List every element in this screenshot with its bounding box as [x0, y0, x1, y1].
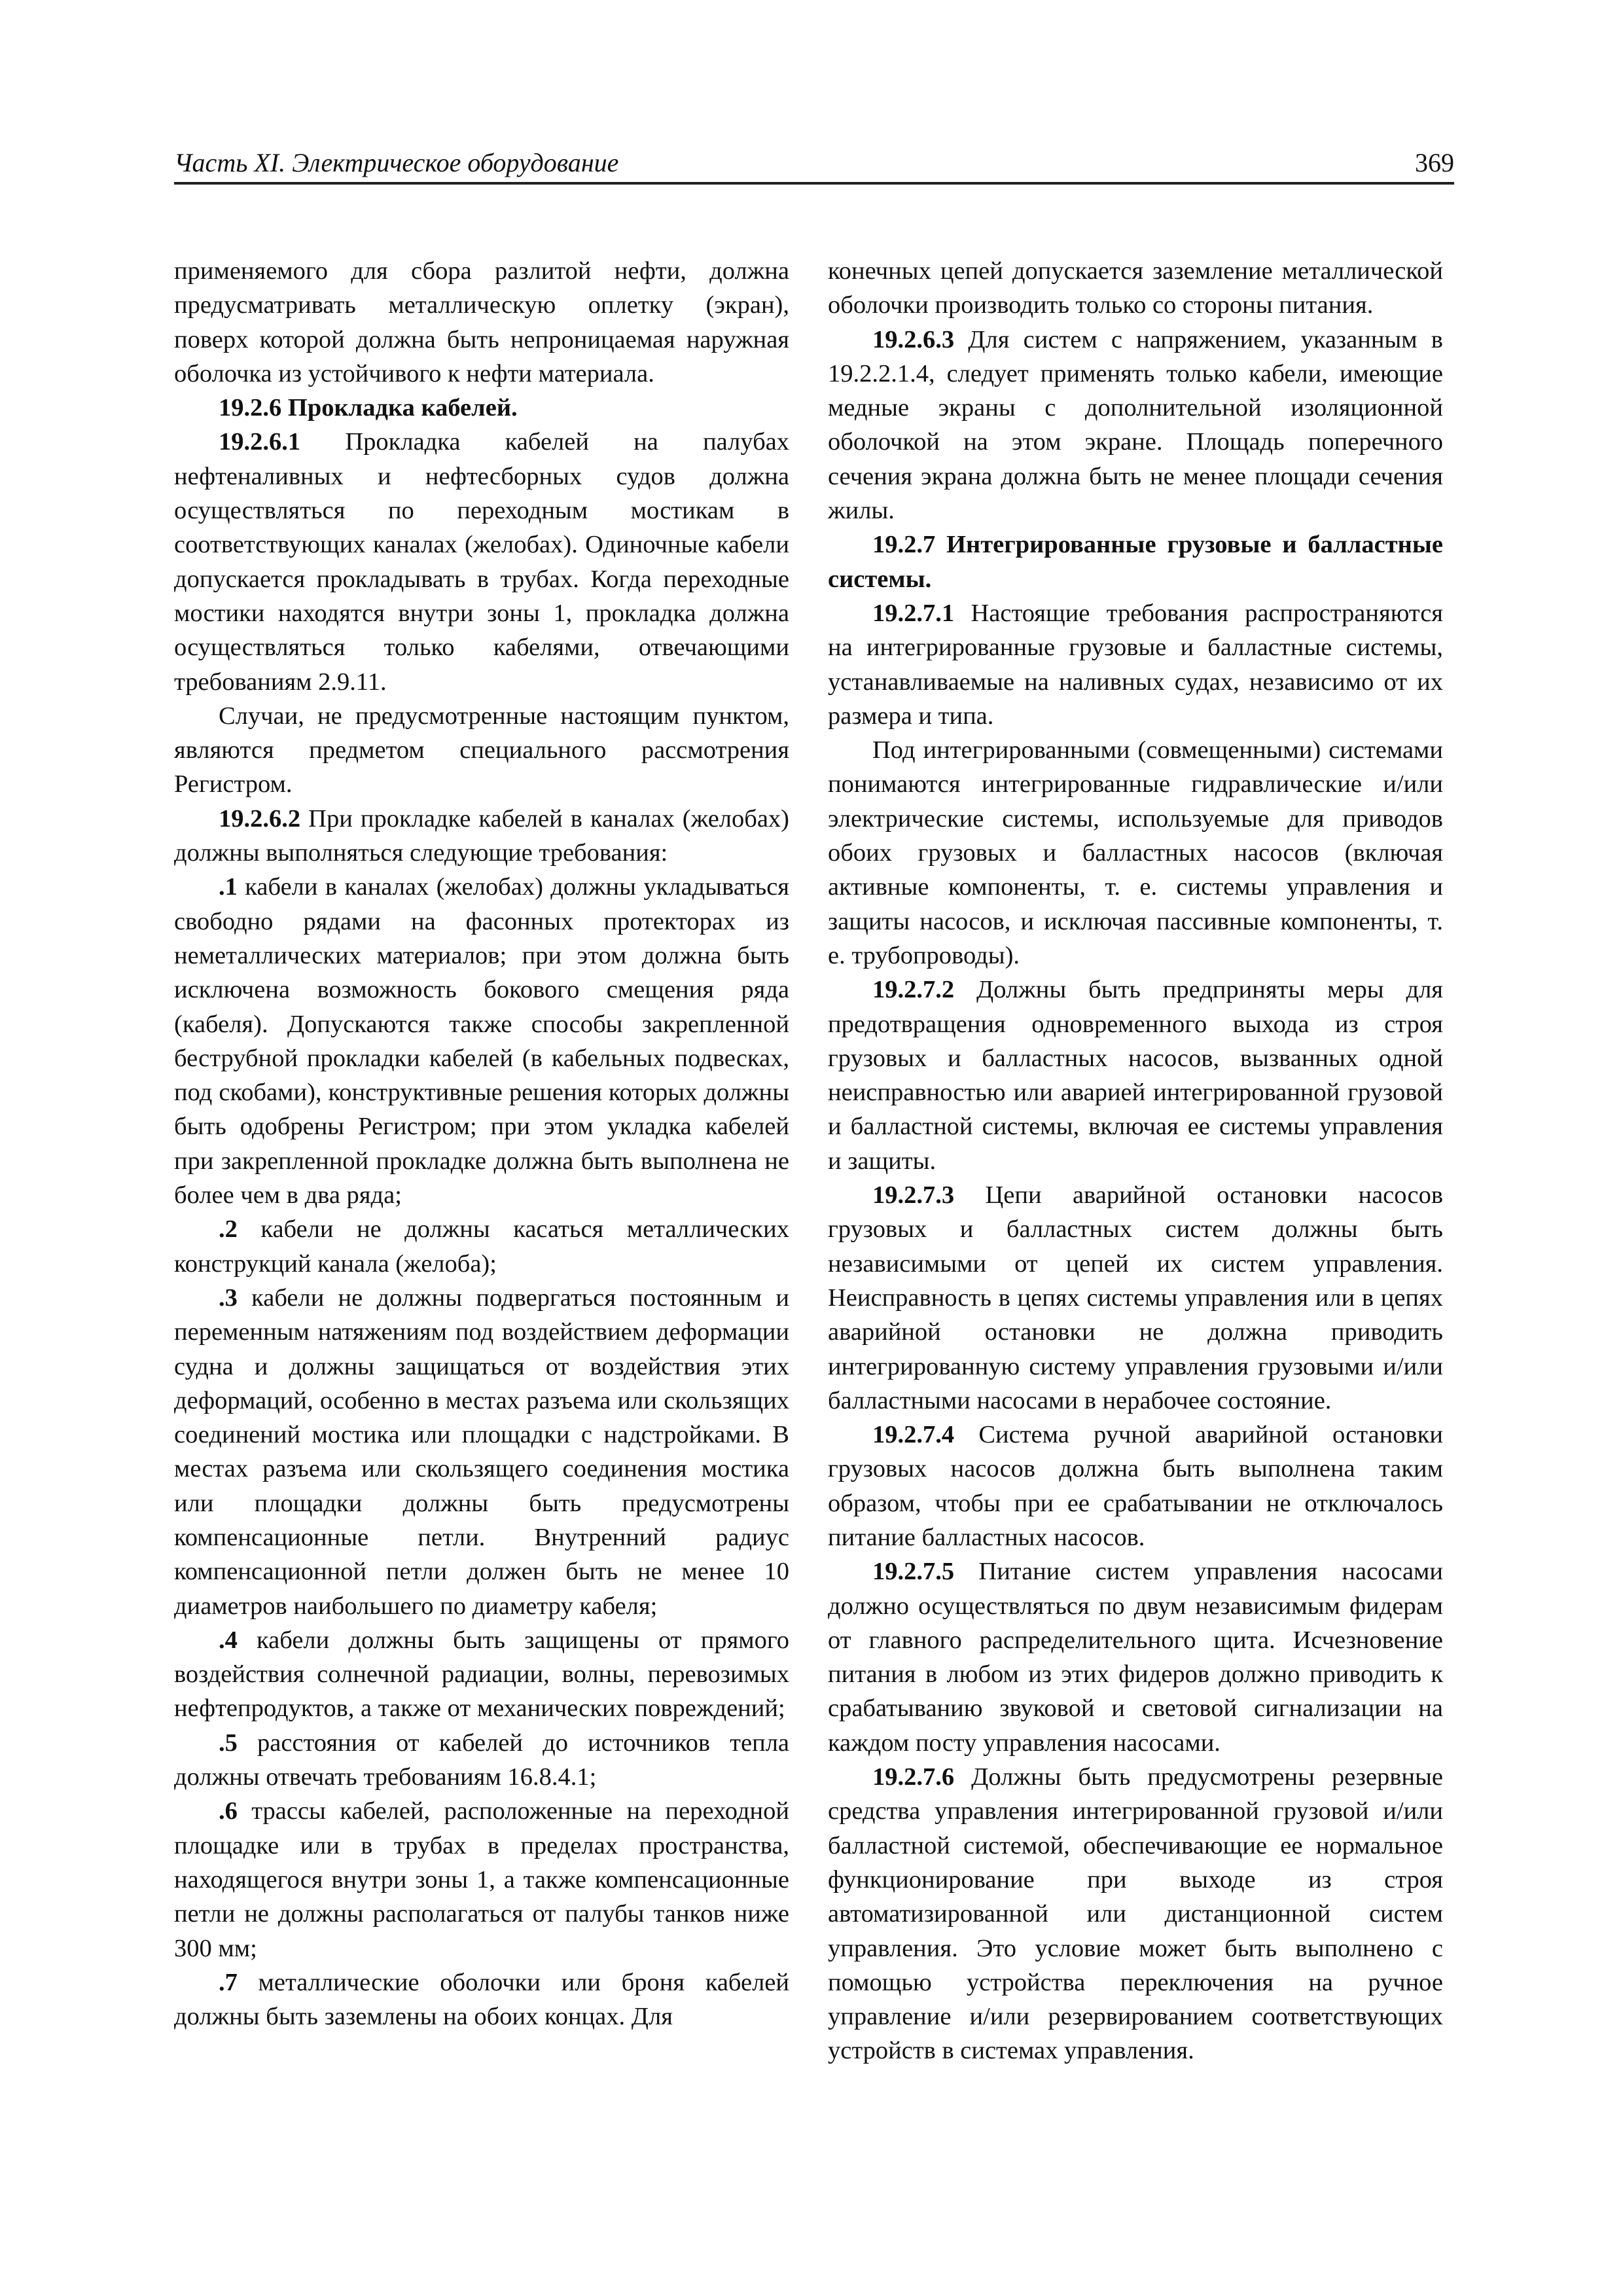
item-number: .4: [219, 1626, 238, 1654]
clause-number: 19.2.7.3: [872, 1181, 955, 1210]
item-number: .2: [219, 1215, 238, 1244]
paragraph-19-2-7-5: 19.2.7.5 Питание систем управления насосами должно осуществляться по двум независимым фидерам от главного распределительного щита. Исчезновение питания в любом из этих фидеров должно приводить к срабатыванию звуковой и световой сигнализации на каждом посту управления насосами.: [828, 1558, 1443, 1757]
paragraph-19-2-7-1: 19.2.7.1 Настоящие требования распространяются на интегрированные грузовые и балластные системы, устанавливаемые на наливных судах, независимо от их размера и типа.: [828, 599, 1443, 730]
header-title: Часть XI. Электрическое оборудование: [174, 148, 619, 177]
item-number: .7: [219, 1968, 238, 1996]
item-number: .5: [219, 1729, 238, 1757]
paragraph-19-2-7-2: 19.2.7.2 Должны быть предприняты меры для предотвращения одновременного выхода из строя грузовых и балластных насосов, вызванных одной неисправностью или аварией интегрированной грузовой и балластной системы, включая ее системы управления и защиты.: [828, 976, 1443, 1175]
page-header: [174, 145, 1454, 185]
paragraph-19-2-7-3: 19.2.7.3 Цепи аварийной остановки насосов грузовых и балластных систем должны быть независимыми от цепей их систем управления. Неисправность в цепях системы управления или в цепях аварийной остановки не должна приводить интегрированную систему управления грузовыми и/или балластными насосами в нерабочее состояние.: [828, 1181, 1443, 1414]
item-number: .6: [219, 1797, 238, 1825]
list-item-7: .7 металлические оболочки или броня кабелей должны быть заземлены на обоих концах. Для: [174, 1968, 789, 2031]
section-heading-19-2-6: 19.2.6 Прокладка кабелей.: [219, 394, 518, 422]
clause-number: 19.2.7.2: [872, 976, 955, 1004]
left-column: [174, 254, 789, 2034]
right-column: [828, 254, 1443, 2068]
section-heading-19-2-7: 19.2.7 Интегрированные грузовые и балластные системы.: [828, 531, 1443, 593]
clause-number: 19.2.7.1: [872, 599, 955, 627]
clause-number: 19.2.6.3: [872, 325, 955, 353]
list-item-5: .5 расстояния от кабелей до источников тепла должны отвечать требованиям 16.8.4.1;: [174, 1729, 789, 1791]
paragraph: конечных цепей допускается заземление металлической оболочки производить только со стороны питания.: [828, 257, 1443, 319]
item-number: .1: [219, 873, 238, 901]
list-item-3: .3 кабели не должны подвергаться постоянным и переменным натяжениям под воздействием деформации судна и должны защищаться от воздействия этих деформаций, особенно в местах разъема или скользящих соединений мостика или площадки с надстройками. В местах разъема или скользящего соединения мостика или площадки должны быть предусмотрены компенсационные петли. Внутренний радиус компенсационной петли должен быть не менее 10 диаметров наибольшего по диаметру кабеля;: [174, 1283, 789, 1620]
clause-number: 19.2.7.6: [872, 1763, 955, 1791]
list-item-4: .4 кабели должны быть защищены от прямого воздействия солнечной радиации, волны, перевозимых нефтепродуктов, а также от механических повреждений;: [174, 1626, 789, 1723]
clause-number: 19.2.6.2: [219, 804, 301, 833]
paragraph: применяемого для сбора разлитой нефти, должна предусматривать металлическую оплетку (экран), поверх которой должна быть непроницаемая наружная оболочка из устойчивого к нефти материала.: [174, 257, 789, 387]
clause-number: 19.2.7.5: [872, 1558, 955, 1586]
page-number: 369: [1415, 148, 1454, 177]
list-item-1: .1 кабели в каналах (желобах) должны укладываться свободно рядами на фасонных протекторах из неметаллических материалов; при этом должна быть исключена возможность бокового смещения ряда (кабеля). Допускаются также способы закрепленной беструбной прокладки кабелей (в кабельных подвесках, под скобами), конструктивные решения которых должны быть одобрены Регистром; при этом укладка кабелей при закрепленной прокладке должна быть выполнена не более чем в два ряда;: [174, 873, 789, 1210]
paragraph-19-2-6-1: 19.2.6.1 Прокладка кабелей на палубах нефтеналивных и нефтесборных судов должна осуществляться по переходным мостикам в соответствующих каналах (желобах). Одиночные кабели допускается прокладывать в трубах. Когда переходные мостики находятся внутри зоны 1, прокладка должна осуществляться только кабелями, отвечающими требованиям 2.9.11.: [174, 428, 789, 696]
paragraph-19-2-7-6: 19.2.7.6 Должны быть предусмотрены резервные средства управления интегрированной грузовой и/или балластной системой, обеспечивающие ее нормальное функционирование при выходе из строя автоматизированной или дистанционной систем управления. Это условие может быть выполнено с помощью устройства переключения на ручное управление и/или резервированием соответствующих устройств в системах управления.: [828, 1763, 1443, 2065]
paragraph-19-2-6-3: 19.2.6.3 Для систем с напряжением, указанным в 19.2.2.1.4, следует применять только кабели, имеющие медные экраны с дополнительной изоляционной оболочкой на этом экране. Площадь поперечного сечения экрана должна быть не менее площади сечения жилы.: [828, 325, 1443, 525]
paragraph: Случаи, не предусмотренные настоящим пунктом, являются предметом специального рассмотрения Регистром.: [174, 702, 789, 798]
paragraph-19-2-6-2: 19.2.6.2 При прокладке кабелей в каналах (желобах) должны выполняться следующие требования:: [174, 804, 789, 867]
paragraph-19-2-7-4: 19.2.7.4 Система ручной аварийной остановки грузовых насосов должна быть выполнена таким образом, чтобы при ее срабатывании не отключалось питание балластных насосов.: [828, 1421, 1443, 1551]
item-number: .3: [219, 1283, 238, 1312]
clause-number: 19.2.6.1: [219, 428, 301, 456]
list-item-6: .6 трассы кабелей, расположенные на переходной площадке или в трубах в пределах пространства, находящегося внутри зоны 1, а также компенсационные петли не должны располагаться от палубы танков ниже 300 мм;: [174, 1797, 789, 1962]
paragraph: Под интегрированными (совмещенными) системами понимаются интегрированные гидравлические и/или электрические системы, используемые для приводов обоих грузовых и балластных насосов (включая активные компоненты, т. е. системы управления и защиты насосов, и исключая пассивные компоненты, т. е. трубопроводы).: [828, 736, 1443, 969]
list-item-2: .2 кабели не должны касаться металлических конструкций канала (желоба);: [174, 1215, 789, 1278]
clause-number: 19.2.7.4: [872, 1421, 955, 1449]
